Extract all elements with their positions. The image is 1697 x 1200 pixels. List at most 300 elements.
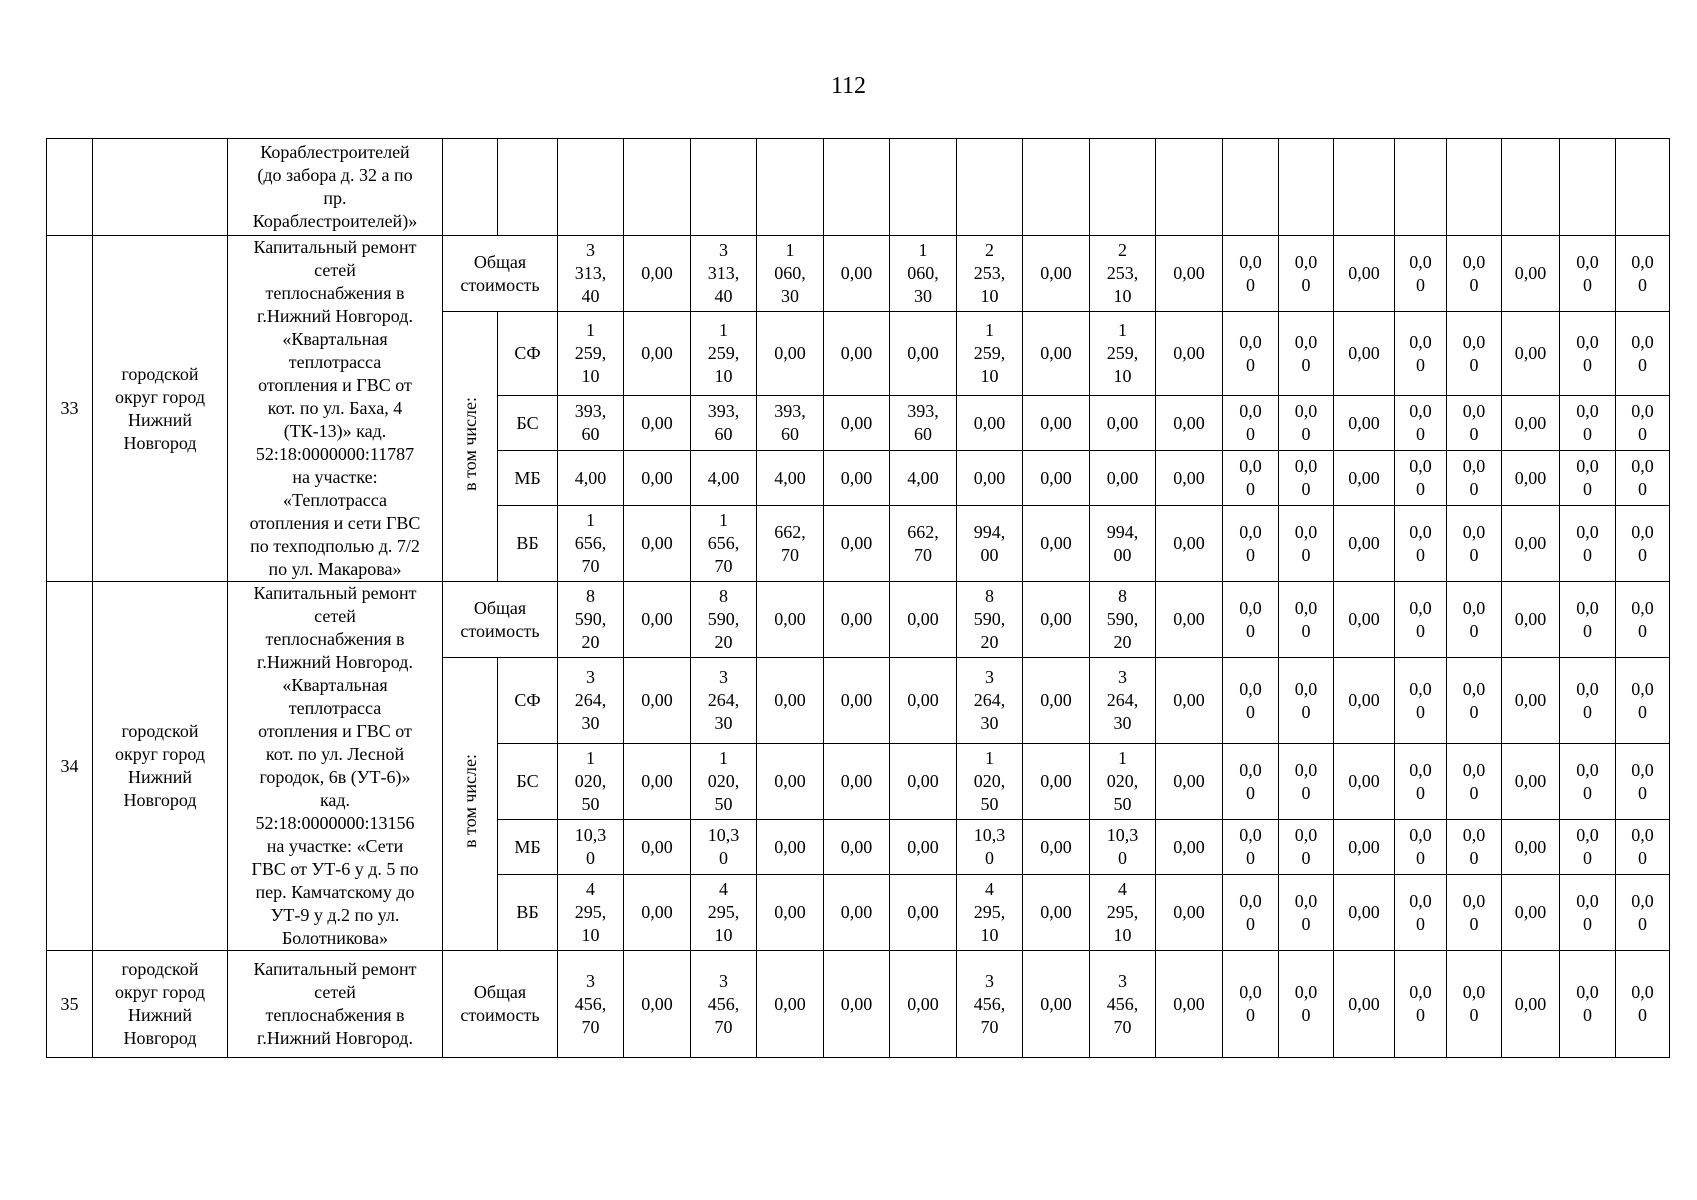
value-cell-text: 0,0 0 xyxy=(1576,331,1599,375)
value-cell-text: 994, 00 xyxy=(973,521,1006,565)
value-cell xyxy=(890,820,957,875)
value-cell xyxy=(624,312,691,396)
value-cell xyxy=(1156,236,1223,312)
funding-source-label-text: БС xyxy=(516,771,539,791)
value-cell-text: 0,00 xyxy=(1514,993,1547,1014)
value-cell xyxy=(1447,744,1502,820)
funding-source-label xyxy=(498,875,558,951)
value-cell xyxy=(1447,582,1502,658)
value-cell xyxy=(1334,396,1395,451)
value-cell xyxy=(1334,820,1395,875)
total-cost-label xyxy=(443,951,558,1058)
value-cell xyxy=(558,396,624,451)
value-cell-text: 0,0 0 xyxy=(1462,678,1486,722)
funding-source-label-text: СФ xyxy=(514,690,541,710)
value-cell xyxy=(824,236,890,312)
value-cell-text: 0,0 0 xyxy=(1462,982,1486,1025)
including-label: в том числе: xyxy=(459,396,480,491)
value-cell xyxy=(1447,506,1502,582)
value-cell-text: 0,0 0 xyxy=(1239,890,1262,934)
value-cell-text: 1 259, 10 xyxy=(574,320,607,386)
value-cell-text: 994, 00 xyxy=(1106,521,1139,565)
value-cell-text: 0,0 0 xyxy=(1631,825,1654,868)
funding-source-label xyxy=(498,506,558,582)
value-cell xyxy=(1023,820,1090,875)
value-cell-text: 8 590, 20 xyxy=(707,586,740,652)
value-cell-text: 0,0 0 xyxy=(1294,825,1318,868)
value-cell-text: 1 656, 70 xyxy=(707,510,740,576)
value-cell xyxy=(824,820,890,875)
value-cell-text: 0,00 xyxy=(641,412,673,433)
value-cell xyxy=(1560,236,1616,312)
value-cell-text: 8 590, 20 xyxy=(1106,586,1139,652)
value-cell xyxy=(824,312,890,396)
total-cost-label-text: Общая стоимость xyxy=(460,251,540,295)
value-cell-text: 0,00 xyxy=(973,467,1006,488)
empty-cell xyxy=(824,139,890,236)
value-cell xyxy=(691,506,757,582)
value-cell xyxy=(1156,312,1223,396)
value-cell xyxy=(890,506,957,582)
value-cell-text: 0,0 0 xyxy=(1576,456,1599,499)
value-cell-text: 0,00 xyxy=(840,902,873,922)
value-cell-text: 0,00 xyxy=(1040,412,1072,433)
value-cell-text: 0,00 xyxy=(641,467,673,488)
value-cell-text: 0,00 xyxy=(1106,467,1139,488)
value-cell xyxy=(624,582,691,658)
value-cell-text: 0,00 xyxy=(1348,412,1380,433)
value-cell xyxy=(757,658,824,744)
value-cell-text: 0,0 0 xyxy=(1294,331,1318,375)
value-cell xyxy=(1023,658,1090,744)
value-cell xyxy=(558,744,624,820)
including-label-cell xyxy=(443,658,498,951)
value-cell-text: 0,00 xyxy=(641,263,673,283)
value-cell xyxy=(1223,236,1279,312)
value-cell xyxy=(1223,744,1279,820)
value-cell xyxy=(624,658,691,744)
value-cell xyxy=(1560,744,1616,820)
value-cell-text: 0,0 0 xyxy=(1462,597,1486,641)
value-cell-text: 1 259, 10 xyxy=(1106,320,1139,386)
value-cell-text: 0,00 xyxy=(1040,343,1072,363)
value-cell xyxy=(1447,951,1502,1058)
value-cell xyxy=(1616,506,1670,582)
value-cell-text: 0,0 0 xyxy=(1631,597,1654,641)
funding-source-label xyxy=(498,451,558,506)
value-cell xyxy=(824,744,890,820)
value-cell-text: 0,0 0 xyxy=(1409,331,1432,375)
value-cell-text: 0,00 xyxy=(774,902,806,922)
value-cell xyxy=(957,951,1023,1058)
value-cell-text: 0,0 0 xyxy=(1631,982,1654,1025)
value-cell xyxy=(1447,451,1502,506)
value-cell-text: 0,0 0 xyxy=(1239,521,1262,565)
value-cell-text: 0,0 0 xyxy=(1631,678,1654,722)
value-cell xyxy=(558,312,624,396)
funding-source-label xyxy=(498,820,558,875)
empty-cell xyxy=(1447,139,1502,236)
value-cell-text: 0,00 xyxy=(641,690,673,710)
value-cell xyxy=(757,951,824,1058)
value-cell-text: 0,00 xyxy=(907,609,939,629)
value-cell-text: 0,0 0 xyxy=(1409,890,1432,934)
value-cell xyxy=(824,875,890,951)
value-cell-text: 0,0 0 xyxy=(1631,401,1654,444)
value-cell-text: 0,00 xyxy=(907,343,939,363)
value-cell-text: 393, 60 xyxy=(707,401,740,444)
value-cell-text: 0,0 0 xyxy=(1239,331,1262,375)
value-cell-text: 0,00 xyxy=(840,690,873,710)
value-cell xyxy=(957,312,1023,396)
value-cell xyxy=(1560,312,1616,396)
row-number xyxy=(47,236,93,582)
value-cell-text: 0,00 xyxy=(774,609,806,629)
value-cell-text: 0,00 xyxy=(1514,690,1547,710)
value-cell-text: 0,0 0 xyxy=(1409,825,1432,868)
value-cell-text: 0,00 xyxy=(840,263,873,283)
empty-cell xyxy=(1395,139,1447,236)
value-cell xyxy=(1395,451,1447,506)
value-cell xyxy=(1156,451,1223,506)
value-cell-text: 662, 70 xyxy=(774,521,806,565)
value-cell-text: 0,0 0 xyxy=(1294,890,1318,934)
value-cell-text: 3 456, 70 xyxy=(574,970,607,1037)
value-cell xyxy=(1395,820,1447,875)
value-cell xyxy=(1560,506,1616,582)
value-cell xyxy=(1616,451,1670,506)
value-cell-text: 0,00 xyxy=(1348,263,1380,283)
value-cell xyxy=(1334,744,1395,820)
value-cell xyxy=(1023,951,1090,1058)
value-cell xyxy=(1090,582,1156,658)
value-cell-text: 0,00 xyxy=(840,412,873,433)
value-cell xyxy=(1395,506,1447,582)
value-cell-text: 0,0 0 xyxy=(1576,521,1599,565)
value-cell xyxy=(957,658,1023,744)
value-cell xyxy=(1090,744,1156,820)
value-cell xyxy=(624,820,691,875)
value-cell xyxy=(1447,820,1502,875)
value-cell xyxy=(1502,820,1560,875)
value-cell-text: 4 295, 10 xyxy=(707,879,740,945)
value-cell-text: 8 590, 20 xyxy=(973,586,1006,652)
value-cell xyxy=(558,875,624,951)
value-cell-text: 0,0 0 xyxy=(1631,331,1654,375)
value-cell xyxy=(1502,312,1560,396)
value-cell xyxy=(957,396,1023,451)
value-cell-text: 0,00 xyxy=(1348,467,1380,488)
value-cell xyxy=(1334,312,1395,396)
value-cell xyxy=(1090,506,1156,582)
value-cell-text: 0,0 0 xyxy=(1294,678,1318,722)
municipality-cell-text: городской округ город Нижний Новгород xyxy=(115,959,205,1048)
value-cell xyxy=(757,506,824,582)
empty-cell xyxy=(1023,139,1090,236)
value-cell-text: 3 456, 70 xyxy=(973,970,1006,1037)
value-cell xyxy=(1395,396,1447,451)
value-cell-text: 0,0 0 xyxy=(1631,890,1654,934)
value-cell-text: 0,0 0 xyxy=(1294,759,1318,803)
value-cell-text: 1 020, 50 xyxy=(707,748,740,814)
value-cell xyxy=(1023,236,1090,312)
value-cell-text: 0,00 xyxy=(1348,993,1380,1014)
value-cell-text: 0,0 0 xyxy=(1409,982,1432,1025)
value-cell xyxy=(691,875,757,951)
value-cell-text: 0,00 xyxy=(1514,343,1547,363)
value-cell xyxy=(1223,951,1279,1058)
value-cell xyxy=(1334,875,1395,951)
value-cell-text: 0,0 0 xyxy=(1294,597,1318,641)
value-cell-text: 0,00 xyxy=(1173,836,1205,857)
total-cost-label xyxy=(443,582,558,658)
value-cell-text: 0,00 xyxy=(840,993,873,1014)
value-cell xyxy=(1502,236,1560,312)
value-cell xyxy=(1023,506,1090,582)
value-cell-text: 2 253, 10 xyxy=(1106,240,1139,306)
value-cell-text: 0,0 0 xyxy=(1576,401,1599,444)
value-cell-text: 0,0 0 xyxy=(1631,251,1654,295)
continuation-row xyxy=(47,139,1670,236)
value-cell xyxy=(824,582,890,658)
empty-cell xyxy=(1156,139,1223,236)
value-cell xyxy=(824,658,890,744)
value-cell-text: 662, 70 xyxy=(907,521,939,565)
value-cell-text: 0,00 xyxy=(641,609,673,629)
value-cell xyxy=(691,236,757,312)
empty-cell xyxy=(558,139,624,236)
value-cell xyxy=(957,744,1023,820)
value-cell-text: 10,3 0 xyxy=(973,825,1006,868)
value-cell-text: 0,0 0 xyxy=(1239,982,1262,1025)
value-cell xyxy=(1447,875,1502,951)
value-cell-text: 0,0 0 xyxy=(1294,982,1318,1025)
value-cell xyxy=(757,312,824,396)
value-cell-text: 10,3 0 xyxy=(707,825,740,868)
value-cell xyxy=(558,451,624,506)
value-cell-text: 0,00 xyxy=(840,343,873,363)
municipality-cell-text: городской округ город Нижний Новгород xyxy=(115,363,205,453)
value-cell-text: 0,00 xyxy=(1173,993,1205,1014)
value-cell xyxy=(1502,658,1560,744)
value-cell-text: 0,00 xyxy=(907,993,939,1014)
description-cell xyxy=(228,951,443,1058)
description-cell xyxy=(228,582,443,951)
value-cell-text: 4,00 xyxy=(574,467,607,488)
value-cell xyxy=(757,875,824,951)
row-number xyxy=(47,951,93,1058)
value-cell-text: 0,00 xyxy=(1514,533,1547,553)
value-cell xyxy=(1279,451,1334,506)
value-cell xyxy=(1502,582,1560,658)
value-cell xyxy=(957,820,1023,875)
table-row xyxy=(47,236,1670,312)
empty-cell xyxy=(498,139,558,236)
value-cell-text: 0,00 xyxy=(1514,412,1547,433)
including-label-cell xyxy=(443,312,498,582)
value-cell-text: 4,00 xyxy=(774,467,806,488)
value-cell xyxy=(1616,658,1670,744)
value-cell xyxy=(957,451,1023,506)
value-cell xyxy=(1616,820,1670,875)
value-cell xyxy=(1502,396,1560,451)
value-cell-text: 0,0 0 xyxy=(1294,251,1318,295)
value-cell-text: 0,00 xyxy=(1173,690,1205,710)
value-cell xyxy=(1090,236,1156,312)
value-cell xyxy=(558,820,624,875)
value-cell xyxy=(1279,820,1334,875)
value-cell xyxy=(1395,236,1447,312)
row-number-text: 33 xyxy=(60,398,79,418)
value-cell-text: 0,00 xyxy=(1040,836,1072,857)
funding-source-label-text: БС xyxy=(516,412,539,433)
value-cell-text: 0,0 0 xyxy=(1462,521,1486,565)
value-cell xyxy=(1395,951,1447,1058)
value-cell xyxy=(1502,744,1560,820)
funding-source-label-text: СФ xyxy=(514,343,541,363)
value-cell xyxy=(691,451,757,506)
funding-source-label-text: МБ xyxy=(514,467,541,488)
value-cell-text: 0,0 0 xyxy=(1576,597,1599,641)
value-cell xyxy=(558,506,624,582)
value-cell xyxy=(1395,658,1447,744)
value-cell xyxy=(1156,875,1223,951)
value-cell-text: 3 264, 30 xyxy=(574,667,607,733)
value-cell-text: 0,00 xyxy=(1348,902,1380,922)
total-cost-label-text: Общая стоимость xyxy=(460,597,540,641)
value-cell xyxy=(1090,312,1156,396)
value-cell xyxy=(757,820,824,875)
value-cell-text: 0,00 xyxy=(1173,533,1205,553)
value-cell-text: 0,00 xyxy=(1173,609,1205,629)
value-cell xyxy=(691,951,757,1058)
value-cell xyxy=(1560,951,1616,1058)
value-cell xyxy=(890,875,957,951)
value-cell xyxy=(1447,396,1502,451)
value-cell-text: 0,0 0 xyxy=(1576,759,1599,803)
value-cell-text: 0,00 xyxy=(1040,771,1072,791)
description-cell-text: Капитальный ремонт сетей теплоснабжения в г.Нижний Новгород. «Квартальная теплотрасса отопления и ГВС от кот. по ул. Баха, 4 (ТК-13)» кад. 52:18:0000000:11787 на участке: «Теплотрасса отопления и сети ГВС по техподполью д. 7/2 по ул. Макарова» xyxy=(249,237,421,579)
value-cell-text: 0,0 0 xyxy=(1409,759,1432,803)
value-cell-text: 0,00 xyxy=(1514,771,1547,791)
value-cell xyxy=(1223,396,1279,451)
value-cell xyxy=(1156,582,1223,658)
value-cell-text: 0,00 xyxy=(1040,467,1072,488)
value-cell-text: 0,0 0 xyxy=(1239,456,1262,499)
value-cell-text: 0,00 xyxy=(840,467,873,488)
value-cell xyxy=(1334,951,1395,1058)
value-cell xyxy=(890,451,957,506)
value-cell-text: 0,00 xyxy=(774,343,806,363)
value-cell-text: 0,00 xyxy=(1514,902,1547,922)
value-cell-text: 3 264, 30 xyxy=(1106,667,1139,733)
value-cell xyxy=(1395,744,1447,820)
value-cell xyxy=(1223,658,1279,744)
value-cell xyxy=(1447,312,1502,396)
value-cell xyxy=(558,582,624,658)
value-cell-text: 0,0 0 xyxy=(1239,597,1262,641)
value-cell-text: 0,0 0 xyxy=(1409,401,1432,444)
value-cell xyxy=(824,951,890,1058)
value-cell-text: 0,00 xyxy=(774,690,806,710)
value-cell-text: 0,00 xyxy=(907,902,939,922)
empty-cell xyxy=(47,139,93,236)
value-cell-text: 0,0 0 xyxy=(1239,678,1262,722)
value-cell xyxy=(1156,396,1223,451)
value-cell xyxy=(757,451,824,506)
value-cell-text: 0,0 0 xyxy=(1631,456,1654,499)
value-cell-text: 1 020, 50 xyxy=(574,748,607,814)
value-cell xyxy=(757,582,824,658)
value-cell xyxy=(1023,875,1090,951)
row-number-text: 34 xyxy=(60,755,79,776)
value-cell xyxy=(1560,658,1616,744)
value-cell xyxy=(1090,451,1156,506)
value-cell-text: 10,3 0 xyxy=(1106,825,1139,868)
value-cell-text: 0,00 xyxy=(1348,690,1380,710)
value-cell xyxy=(1334,582,1395,658)
funding-source-label-text: ВБ xyxy=(516,902,539,922)
value-cell-text: 0,00 xyxy=(1040,533,1072,553)
value-cell xyxy=(824,451,890,506)
value-cell-text: 0,0 0 xyxy=(1294,456,1318,499)
empty-cell xyxy=(890,139,957,236)
value-cell-text: 0,00 xyxy=(1040,609,1072,629)
empty-cell xyxy=(1560,139,1616,236)
value-cell-text: 0,0 0 xyxy=(1631,759,1654,803)
value-cell xyxy=(1023,744,1090,820)
empty-cell xyxy=(957,139,1023,236)
value-cell-text: 0,00 xyxy=(641,902,673,922)
value-cell-text: 8 590, 20 xyxy=(574,586,607,652)
value-cell-text: 0,00 xyxy=(907,690,939,710)
value-cell xyxy=(1447,236,1502,312)
value-cell xyxy=(691,658,757,744)
value-cell xyxy=(1090,658,1156,744)
value-cell-text: 0,00 xyxy=(1348,771,1380,791)
value-cell-text: 0,00 xyxy=(1173,343,1205,363)
value-cell xyxy=(1090,396,1156,451)
value-cell-text: 0,0 0 xyxy=(1239,401,1262,444)
value-cell-text: 0,00 xyxy=(641,533,673,553)
value-cell-text: 0,0 0 xyxy=(1409,597,1432,641)
description-cell xyxy=(228,139,443,236)
row-number-text: 35 xyxy=(60,993,79,1014)
value-cell xyxy=(624,951,691,1058)
value-cell-text: 0,0 0 xyxy=(1239,251,1262,295)
value-cell-text: 4,00 xyxy=(907,467,939,488)
value-cell xyxy=(1334,451,1395,506)
value-cell xyxy=(1560,582,1616,658)
value-cell xyxy=(1090,951,1156,1058)
value-cell-text: 0,0 0 xyxy=(1462,759,1486,803)
value-cell xyxy=(1616,875,1670,951)
description-cell-text: Капитальный ремонт сетей теплоснабжения в г.Нижний Новгород. «Квартальная теплотрасса отопления и ГВС от кот. по ул. Лесной городок, 6в (УТ-6)» кад. 52:18:0000000:13156 на участке: «Сети ГВС от УТ-6 у д. 5 по пер. Камчатскому до УТ-9 у д.2 по ул. Болотникова» xyxy=(251,583,419,948)
empty-cell xyxy=(624,139,691,236)
value-cell xyxy=(1395,582,1447,658)
value-cell-text: 3 456, 70 xyxy=(707,970,740,1037)
value-cell-text: 0,0 0 xyxy=(1409,678,1432,722)
value-cell-text: 0,00 xyxy=(907,771,939,791)
including-label: в том числе: xyxy=(459,754,480,848)
value-cell xyxy=(1023,451,1090,506)
value-cell-text: 0,00 xyxy=(840,609,873,629)
value-cell-text: 0,0 0 xyxy=(1576,982,1599,1025)
empty-cell xyxy=(1334,139,1395,236)
value-cell-text: 1 259, 10 xyxy=(973,320,1006,386)
total-cost-label xyxy=(443,236,558,312)
value-cell-text: 0,0 0 xyxy=(1239,759,1262,803)
